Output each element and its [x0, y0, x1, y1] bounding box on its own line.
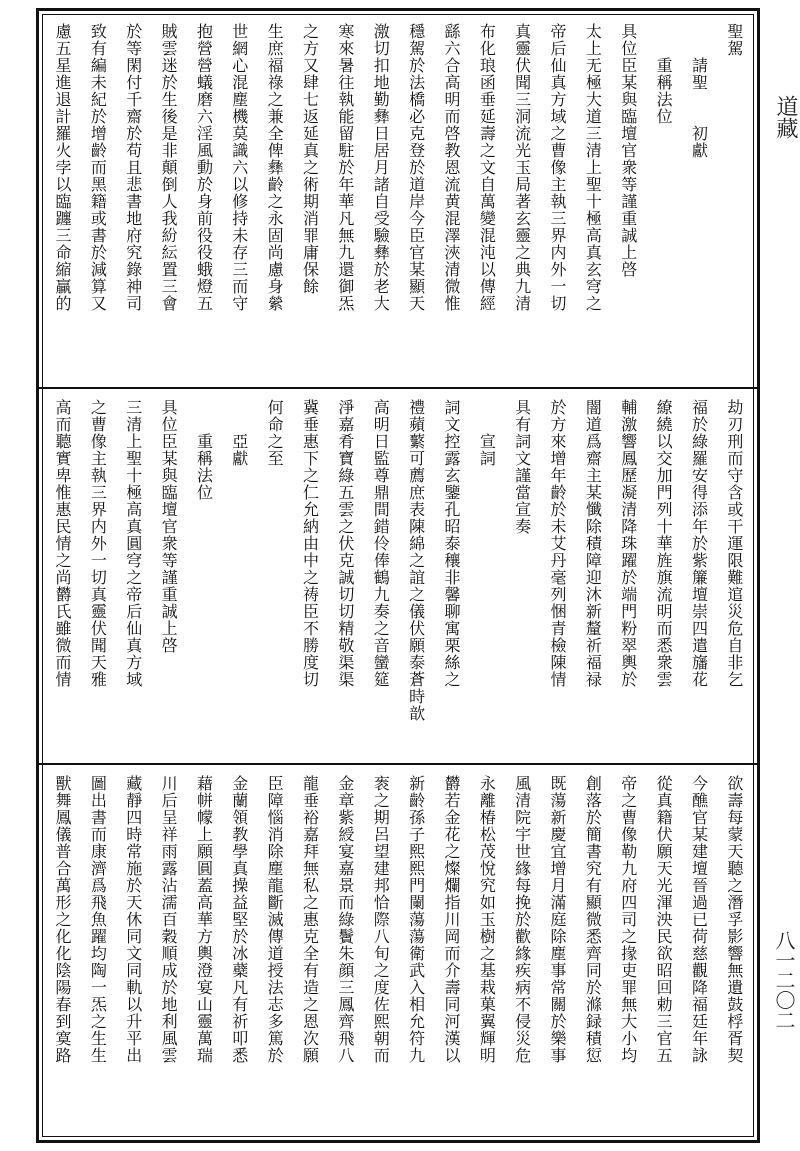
text-column: 冀垂惠下之仁允納由中之祷臣不勝度切: [300, 399, 320, 688]
text-column: 真靈伏聞三洞流光玉局著玄靈之典九清: [512, 23, 532, 312]
text-column: 之曹像主執三界内外一切真靈伏聞天雅: [88, 399, 108, 688]
text-column: 世網心混塵機莫識六以修持未存三而守: [229, 23, 249, 312]
text-column: 創落於簡書究有顯微悉齊同於滌録積愆: [583, 775, 603, 1064]
text-column: 何命之至: [265, 399, 285, 467]
text-column: 繇六合高明而啓教恩流黄混澤浹清微惟: [441, 23, 461, 312]
text-column: 福於綠羅安得添年於紫簾壇崇四遣旛花: [689, 399, 709, 688]
band-columns-middle: [39, 391, 757, 759]
band-divider-1: [39, 387, 757, 389]
text-column: 具有詞文謹當宣奏: [512, 399, 532, 535]
text-column: 於等閑付千齋於苟且悲書地府究錄神司: [123, 23, 143, 312]
text-column: 亞獻: [229, 399, 249, 467]
text-column: 新齡孫子熙熙門闌蕩蕩衛武入相允符九: [406, 775, 426, 1064]
text-column: 川后呈祥雨露沾濡百穀順成於地利風雲: [159, 775, 179, 1064]
text-column: 金蘭領教學真操益堅於冰蘗凡有祈叩悉: [229, 775, 249, 1064]
text-column: 致有編未紀於增齡而黑籍或書於減算又: [88, 23, 108, 312]
text-column: 風清院宇世緣每挽於歡緣疾病不侵災危: [512, 775, 532, 1064]
text-column: 宣詞: [477, 399, 497, 467]
text-column: 淨嘉肴寶綠五雲之伏克誠切切精敬渠渠: [335, 399, 355, 688]
text-column: 具位臣某與臨壇官衆等謹重誠上啓: [159, 399, 179, 654]
text-column: 欲壽每蒙天聽之潛孚影響無遺鼓桴胥契: [724, 775, 744, 1064]
text-column: 慮五星進退計羅火孛以臨躔三命縮贏的: [53, 23, 72, 312]
text-column: 輔激響鳳歷凝清降珠躍於端門粉翠輿於: [618, 399, 638, 688]
band-columns-bottom: [39, 767, 757, 1135]
text-column: 詞文控露玄鑒孔昭泰穰非馨聊寓栗絲之: [441, 399, 461, 688]
text-column: 激切扣地勤彝日居月諸自受驗彝於老大: [371, 23, 391, 312]
text-column: 袠之期呂望建邦恰際八旬之度佐熙朝而: [371, 775, 391, 1064]
text-column: 高明日監尊鼎間錯伶俸鶴九奏之音蠻筵: [371, 399, 391, 688]
text-column: 圖出書而康濟爲飛魚躍均陶一炁之生生: [88, 775, 108, 1064]
text-column: 今醮官某建壇晉過已荷慈觀降福廷年詠: [689, 775, 709, 1064]
text-column: 於方來增年齡於未艾丹毫列悃青檢陳情: [548, 399, 568, 688]
text-column: 獸舞鳳儀普合萬形之化化陰陽春到寞路: [53, 775, 72, 1064]
text-column: 抱營營蟻磨六淫風動於身前役役蛾燈五: [194, 23, 214, 312]
band-divider-2: [39, 763, 757, 765]
text-column: 布化琅函垂延壽之文自萬變混沌以傳經: [477, 23, 497, 312]
text-column: 從真籍伏願天光渾泱民欲昭回勅三官五: [654, 775, 674, 1064]
text-band-middle: [39, 391, 757, 759]
text-column: 穩駕於法橋必克登於道岸今臣官某顯天: [406, 23, 426, 312]
text-column: 賊雲迷於生後是非顛倒人我紛紜置三會: [159, 23, 179, 312]
text-column: 劫刃刑而守含或干運限難逭災危自非乞: [724, 399, 744, 688]
text-column: 既蕩新慶宜增月滿庭除塵事常關於樂事: [548, 775, 568, 1064]
text-column: 太上无極大道三清上聖十極高真玄穹之: [583, 23, 603, 312]
text-column: 重稱法位: [654, 23, 674, 125]
text-column: 禮蘋蘩可薦庶表陳綿之誼之儀伏願泰蒼時歆: [406, 399, 426, 722]
text-column: 金章紫綬宴嘉景而綠鬢朱顔三鳳齊飛八: [335, 775, 355, 1064]
text-column: 高而聽實卑惟惠民情之尚欝氏雖微而情: [53, 399, 72, 688]
text-column: 永離椿松茂悅究如玉樹之基栽菓翼輝明: [477, 775, 497, 1064]
text-column: 生庶福祿之兼全俾彝齡之永固尚慮身縈: [265, 23, 285, 312]
text-column: 聖駕: [724, 23, 744, 57]
text-column: 藏靜四時常施於天休同文同軌以升平出: [123, 775, 143, 1064]
text-column: 重稱法位: [194, 399, 214, 501]
page-frame: [36, 8, 760, 1143]
text-column: 繚繞以交加門列十華旌旗流明而悉衆雲: [654, 399, 674, 688]
text-column: 闇道爲齋主某懺除積障迎沐新釐祈福禄: [583, 399, 603, 688]
text-column: 欝若金花之燦爛指川岡而介壽同河漢以: [441, 775, 461, 1064]
text-column: 之方又肆七返延真之術期消罪庸保餘: [300, 23, 320, 295]
text-band-top: [39, 15, 757, 383]
text-column: 帝后仙真方域之曹像主執三界内外一切: [548, 23, 568, 312]
text-column: 三清上聖十極高真圓穹之帝后仙真方域: [123, 399, 143, 688]
text-column: 藉帡幪上願圓蓋高華方輿澄宴山靈萬瑞: [194, 775, 214, 1064]
text-column: 寒來暑往執能留駐於年華凡無九還御炁: [335, 23, 355, 312]
text-column: 具位臣某與臨壇官衆等謹重誠上啓: [618, 23, 638, 278]
text-band-bottom: [39, 767, 757, 1135]
book-title: 道藏: [773, 95, 798, 139]
page-number: 八一二〇二: [772, 930, 796, 1030]
band-columns-top: [39, 15, 757, 383]
text-column: 請聖 初獻: [689, 23, 709, 159]
text-column: 帝之曹像勒九府四司之掾吏罪無大小均: [618, 775, 638, 1064]
text-column: 臣障惱消除塵龍斷滅傳道授法志多篤於: [265, 775, 285, 1064]
text-column: 龍垂裕嘉拜無私之惠克全有造之恩次願: [300, 775, 320, 1064]
